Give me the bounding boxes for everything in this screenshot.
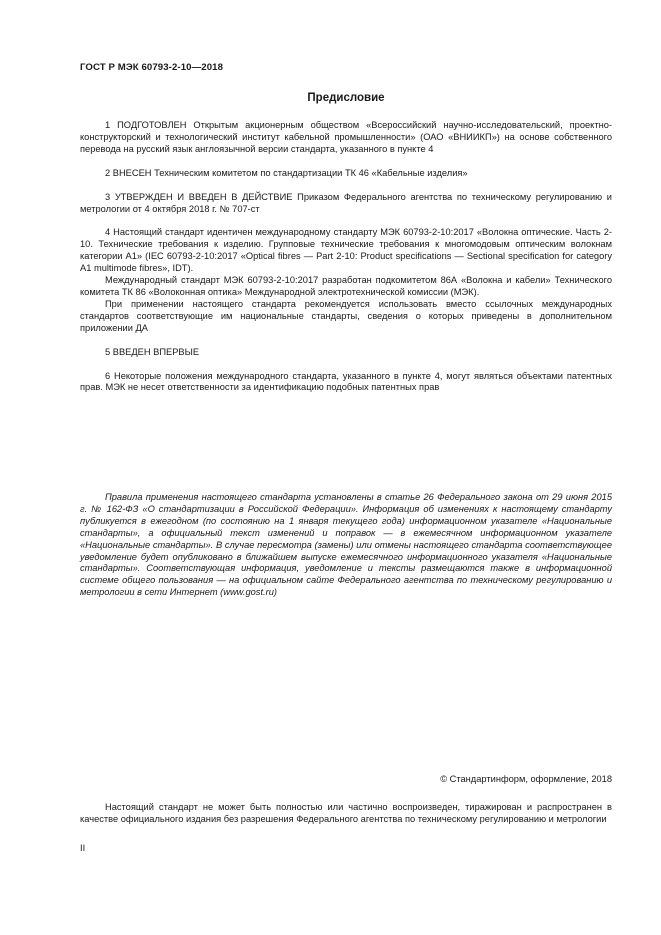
section-4-references: При применении настоящего стандарта рекомендуется использовать вместо ссылочных международных стандартов соответствующие им национальные стандарты, сведения о которых приведены в дополнительном приложении ДА <box>80 298 612 333</box>
foreword-body <box>80 120 612 394</box>
reproduction-notice <box>80 802 612 826</box>
section-6-patents: 6 Некоторые положения международного стандарта, указанного в пункте 4, могут являться объектами патентных прав. МЭК не несет ответственности за идентификацию подобных патентных прав <box>80 370 612 393</box>
section-4-developed-by: Международный стандарт МЭК 60793-2-10:2017 разработан подкомитетом 86А «Волокна и кабели» Технического комитета ТК 86 «Волоконная оптика» Международной электротехнической комиссии (МЭК). <box>80 275 612 297</box>
section-1-prepared: 1 ПОДГОТОВЛЕН Открытым акционерным обществом «Всероссийский научно-исследовательский, проектно-конструкторский и технологический институт кабельной промышленности» (ОАО «ВНИИКП») на основе собственного перевода на русский язык англоязычной версии стандарта, указанного в пункте 4 <box>80 120 612 154</box>
copyright-notice: © Стандартинформ, оформление, 2018 <box>440 774 612 784</box>
standard-code-header: ГОСТ Р МЭК 60793-2-10—2018 <box>80 62 224 73</box>
section-5-first-introduced: 5 ВВЕДЕН ВПЕРВЫЕ <box>105 346 200 357</box>
reproduction-text: Настоящий стандарт не может быть полностью или частично воспроизведен, тиражирован и распространен в качестве официального издания без разрешения Федерального агентства по техническому регулированию и метрологии <box>80 802 612 824</box>
section-2-introduced: 2 ВНЕСЕН Техническим комитетом по стандартизации ТК 46 «Кабельные изделия» <box>105 167 468 178</box>
page-title: Предисловие <box>307 92 385 104</box>
application-rules-note <box>80 492 612 599</box>
section-3-approved: 3 УТВЕРЖДЕН И ВВЕДЕН В ДЕЙСТВИЕ Приказом Федерального агентства по техническому регулированию и метрологии от 4 октября 2018 г. № 707-ст <box>80 191 612 214</box>
application-rules-text: Правила применения настоящего стандарта установлены в статье 26 Федерального закона от 29 июня 2015 г. № 162-ФЗ «О стандартизации в Российской Федерации». Информация об изменениях к настоящему стандарту публикуется в ежегодном (по состоянию на 1 января текущего года) информационном указателе «Национальные стандарты», а официальный текст изменений и поправок — в ежемесячном информационном указателе «Национальные стандарты». В случае пересмотра (замены) или отмены настоящего стандарта соответствующее уведомление будет опубликовано в ближайшем выпуске ежемесячного информационного указателя «Национальные стандарты». Соответствующая информация, уведомление и тексты размещаются также в информационной системе общего пользования — на официальном сайте Федерального агентства по техническому регулированию и метрологии в сети Интернет (www.gost.ru) <box>80 492 612 598</box>
page-number: II <box>80 843 86 853</box>
section-4-identical: 4 Настоящий стандарт идентичен международному стандарту МЭК 60793-2-10:2017 «Волокна оптические. Часть 2-10. Технические требования к изделию. Групповые технические требования к многомодовым оптическим волокнам категории А1» (IEC 60793-2-10:2017 «Optical fibres — Part 2-10: Product specifications — Sectional specification for category A1 multimode fibres», IDT). <box>80 227 612 274</box>
